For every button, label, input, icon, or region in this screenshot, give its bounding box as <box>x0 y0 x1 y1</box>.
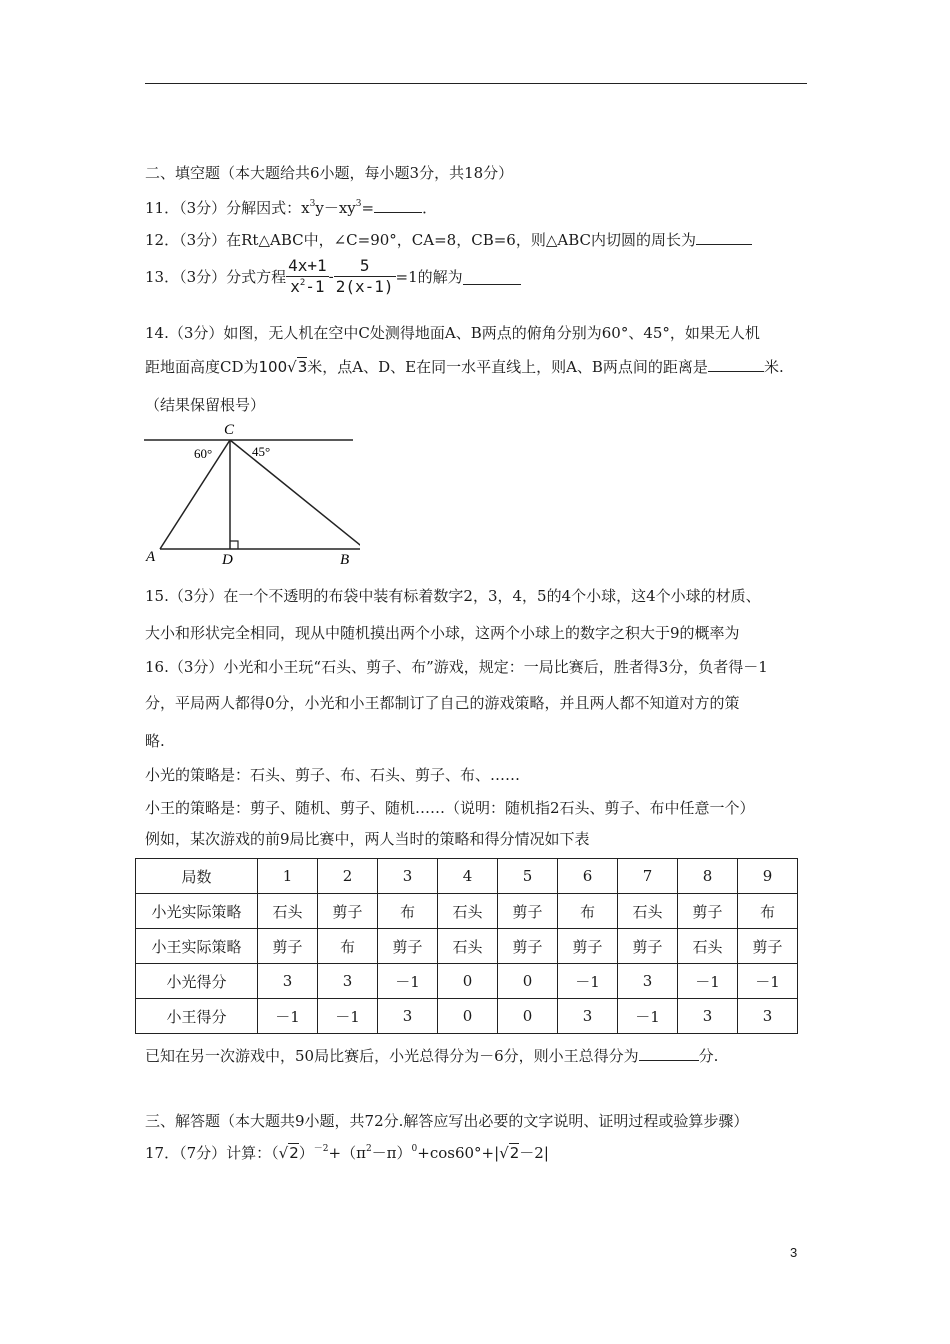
answer-blank[interactable] <box>708 356 764 372</box>
drone-geometry-figure <box>140 418 360 568</box>
angle-60: 60° <box>194 446 213 461</box>
section-2-heading: 二、填空题（本大题给共6小题，每小题3分，共18分） <box>145 164 514 182</box>
label-a: A <box>146 549 156 565</box>
question-16-line-4: 小光的策略是：石头、剪子、布、石头、剪子、布、…… <box>145 766 521 784</box>
page-number: 3 <box>790 1245 798 1260</box>
table-row: 小光得分 3 3 －1 0 0 －1 3 －1 －1 <box>136 964 798 999</box>
label-b: B <box>340 552 350 568</box>
table-row: 小王得分 －1 －1 3 0 0 3 －1 3 3 <box>136 999 798 1034</box>
question-16-line-1: 16.（3分）小光和小王玩“石头、剪子、布”游戏，规定：一局比赛后，胜者得3分，负者得－1 <box>145 658 768 676</box>
question-16-line-6: 例如，某次游戏的前9局比赛中，两人当时的策略和得分情况如下表 <box>145 830 590 848</box>
line-cb <box>230 440 360 549</box>
table-row: 小光实际策略 石头 剪子 布 石头 剪子 布 石头 剪子 布 <box>136 894 798 929</box>
question-16-conclusion: 已知在另一次游戏中，50局比赛后，小光总得分为－6分，则小王总得分为 分. <box>145 1047 719 1065</box>
question-14-line-1: 14.（3分）如图，无人机在空中C处测得地面A、B两点的俯角分别为60°、45°，如果无人机 <box>145 324 760 342</box>
question-15-line-2: 大小和形状完全相同，现从中随机摸出两个小球，这两个小球上的数字之积大于9的概率为 <box>145 624 740 642</box>
answer-blank[interactable] <box>463 269 521 285</box>
question-12: 12．（3分）在Rt△ABC中，∠C=90°，CA=8，CB=6，则△ABC内切圆的周长为 <box>145 229 752 250</box>
answer-blank[interactable] <box>374 197 422 213</box>
question-16-line-5: 小王的策略是：剪子、随机、剪子、随机……（说明：随机指2石头、剪子、布中任意一个） <box>145 799 755 817</box>
answer-blank[interactable] <box>696 229 752 245</box>
question-13: 13．（3分）分式方程 $\frac{4x+1}{x^2-1}$ - $\frac{5}{2(x-1)}$ =1的解为 <box>145 256 521 297</box>
question-16-line-3: 略. <box>145 732 165 750</box>
question-14-line-3: （结果保留根号） <box>145 396 266 414</box>
table-row: 局数 1 2 3 4 5 6 7 8 9 <box>136 859 798 894</box>
game-score-table <box>135 858 798 1034</box>
fraction-2: $\frac{5}{2(x-1)}$ <box>335 256 394 296</box>
radical-sqrt-2-abs: √2 <box>499 1144 520 1162</box>
table-row: 小王实际策略 剪子 布 剪子 石头 剪子 剪子 剪子 石头 剪子 <box>136 929 798 964</box>
fraction-1: $\frac{4x+1}{x^2-1}$ <box>288 256 327 296</box>
angle-45: 45° <box>252 444 271 459</box>
label-d: D <box>222 552 233 568</box>
question-14-line-2: 距地面高度CD为100√3米，点A、D、E在同一水平直线上，则A、B两点间的距离是 米. <box>145 358 784 376</box>
radical-sqrt-2: √2 <box>278 1144 299 1162</box>
question-15-line-1: 15.（3分）在一个不透明的布袋中装有标着数字2，3，4，5的4个小球，这4个小球的材质、 <box>145 587 761 605</box>
label-c: C <box>224 422 235 438</box>
question-16-line-2: 分，平局两人都得0分，小光和小王都制订了自己的游戏策略，并且两人都不知道对方的策 <box>145 694 740 712</box>
question-17: 17．（7分）计算：$(√2)^{-2}+(\pi^2-\pi)^0+\cos 60^\circ+|√2-2|$ <box>145 1144 549 1162</box>
right-angle-mark <box>230 541 238 549</box>
section-3-heading: 三、解答题（本大题共9小题，共72分.解答应写出必要的文字说明、证明过程或验算步骤） <box>145 1112 749 1130</box>
question-11: 11．（3分）分解因式：$x^3y-xy^3=$ ． <box>145 199 438 217</box>
radical-100-sqrt-3: 100√3 <box>258 358 308 376</box>
answer-blank[interactable] <box>639 1045 699 1061</box>
header-rule <box>145 83 807 84</box>
